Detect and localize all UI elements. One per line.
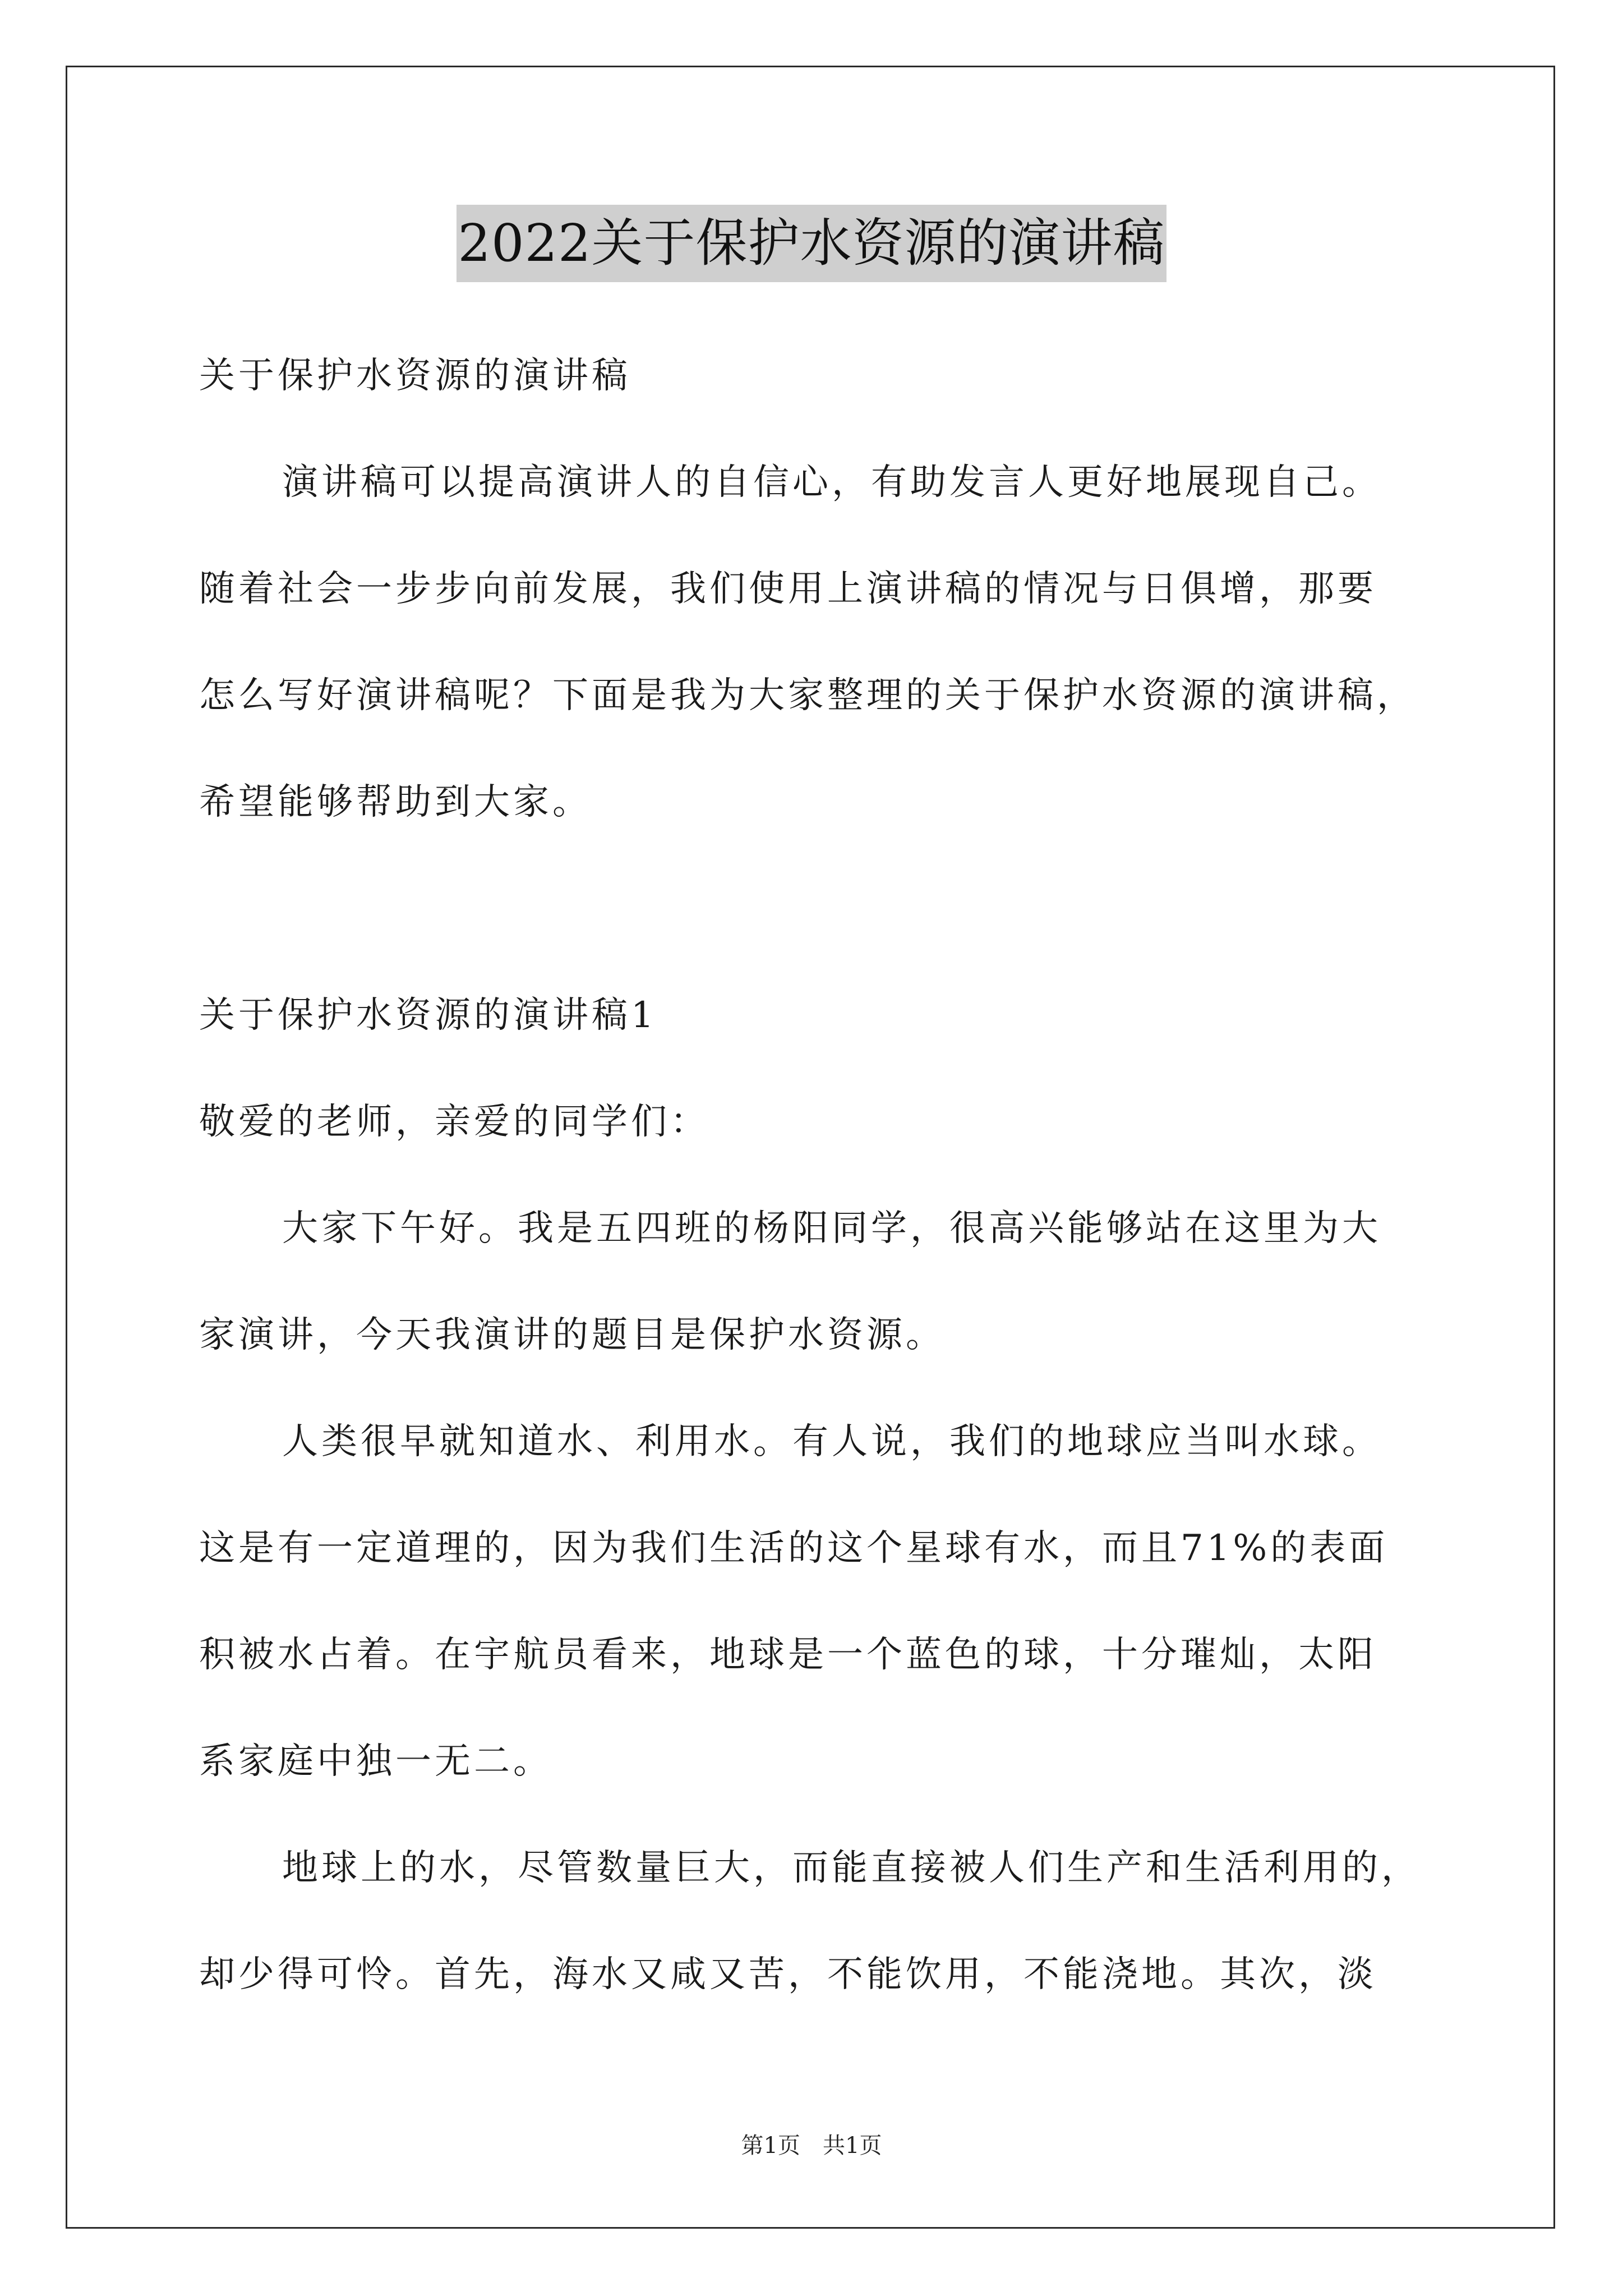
paragraph-line: 系家庭中独一无二。 [199, 1741, 552, 1782]
section-heading: 关于保护水资源的演讲稿 [199, 355, 631, 397]
paragraph-line: 人类很早就知道水、利用水。有人说，我们的地球应当叫水球。 [282, 1421, 1381, 1462]
paragraph-line: 家演讲，今天我演讲的题目是保护水资源。 [199, 1314, 945, 1356]
paragraph-line: 地球上的水，尽管数量巨大，而能直接被人们生产和生活利用的， [282, 1847, 1421, 1889]
salutation-line: 敬爱的老师，亲爱的同学们： [199, 1101, 709, 1143]
paragraph-line: 大家下午好。我是五四班的杨阳同学，很高兴能够站在这里为大 [282, 1208, 1381, 1249]
paragraph-line: 演讲稿可以提高演讲人的自信心，有助发言人更好地展现自己。 [282, 462, 1381, 503]
page-footer: 第1页 共1页 [741, 2133, 882, 2159]
document-title: 2022关于保护水资源的演讲稿 [457, 205, 1166, 282]
section-heading: 关于保护水资源的演讲稿1 [199, 995, 657, 1036]
paragraph-line: 希望能够帮助到大家。 [199, 781, 592, 823]
paragraph-line: 怎么写好演讲稿呢？下面是我为大家整理的关于保护水资源的演讲稿， [199, 675, 1416, 716]
paragraph-line: 积被水占着。在宇航员看来，地球是一个蓝色的球，十分璀灿，太阳 [199, 1634, 1377, 1676]
paragraph-line: 随着社会一步步向前发展，我们使用上演讲稿的情况与日俱增，那要 [199, 568, 1377, 610]
paragraph-line: 这是有一定道理的，因为我们生活的这个星球有水，而且71%的表面 [199, 1527, 1389, 1569]
paragraph-line: 却少得可怜。首先，海水又咸又苦，不能饮用，不能浇地。其次，淡 [199, 1954, 1377, 1995]
title-container [0, 205, 1623, 282]
